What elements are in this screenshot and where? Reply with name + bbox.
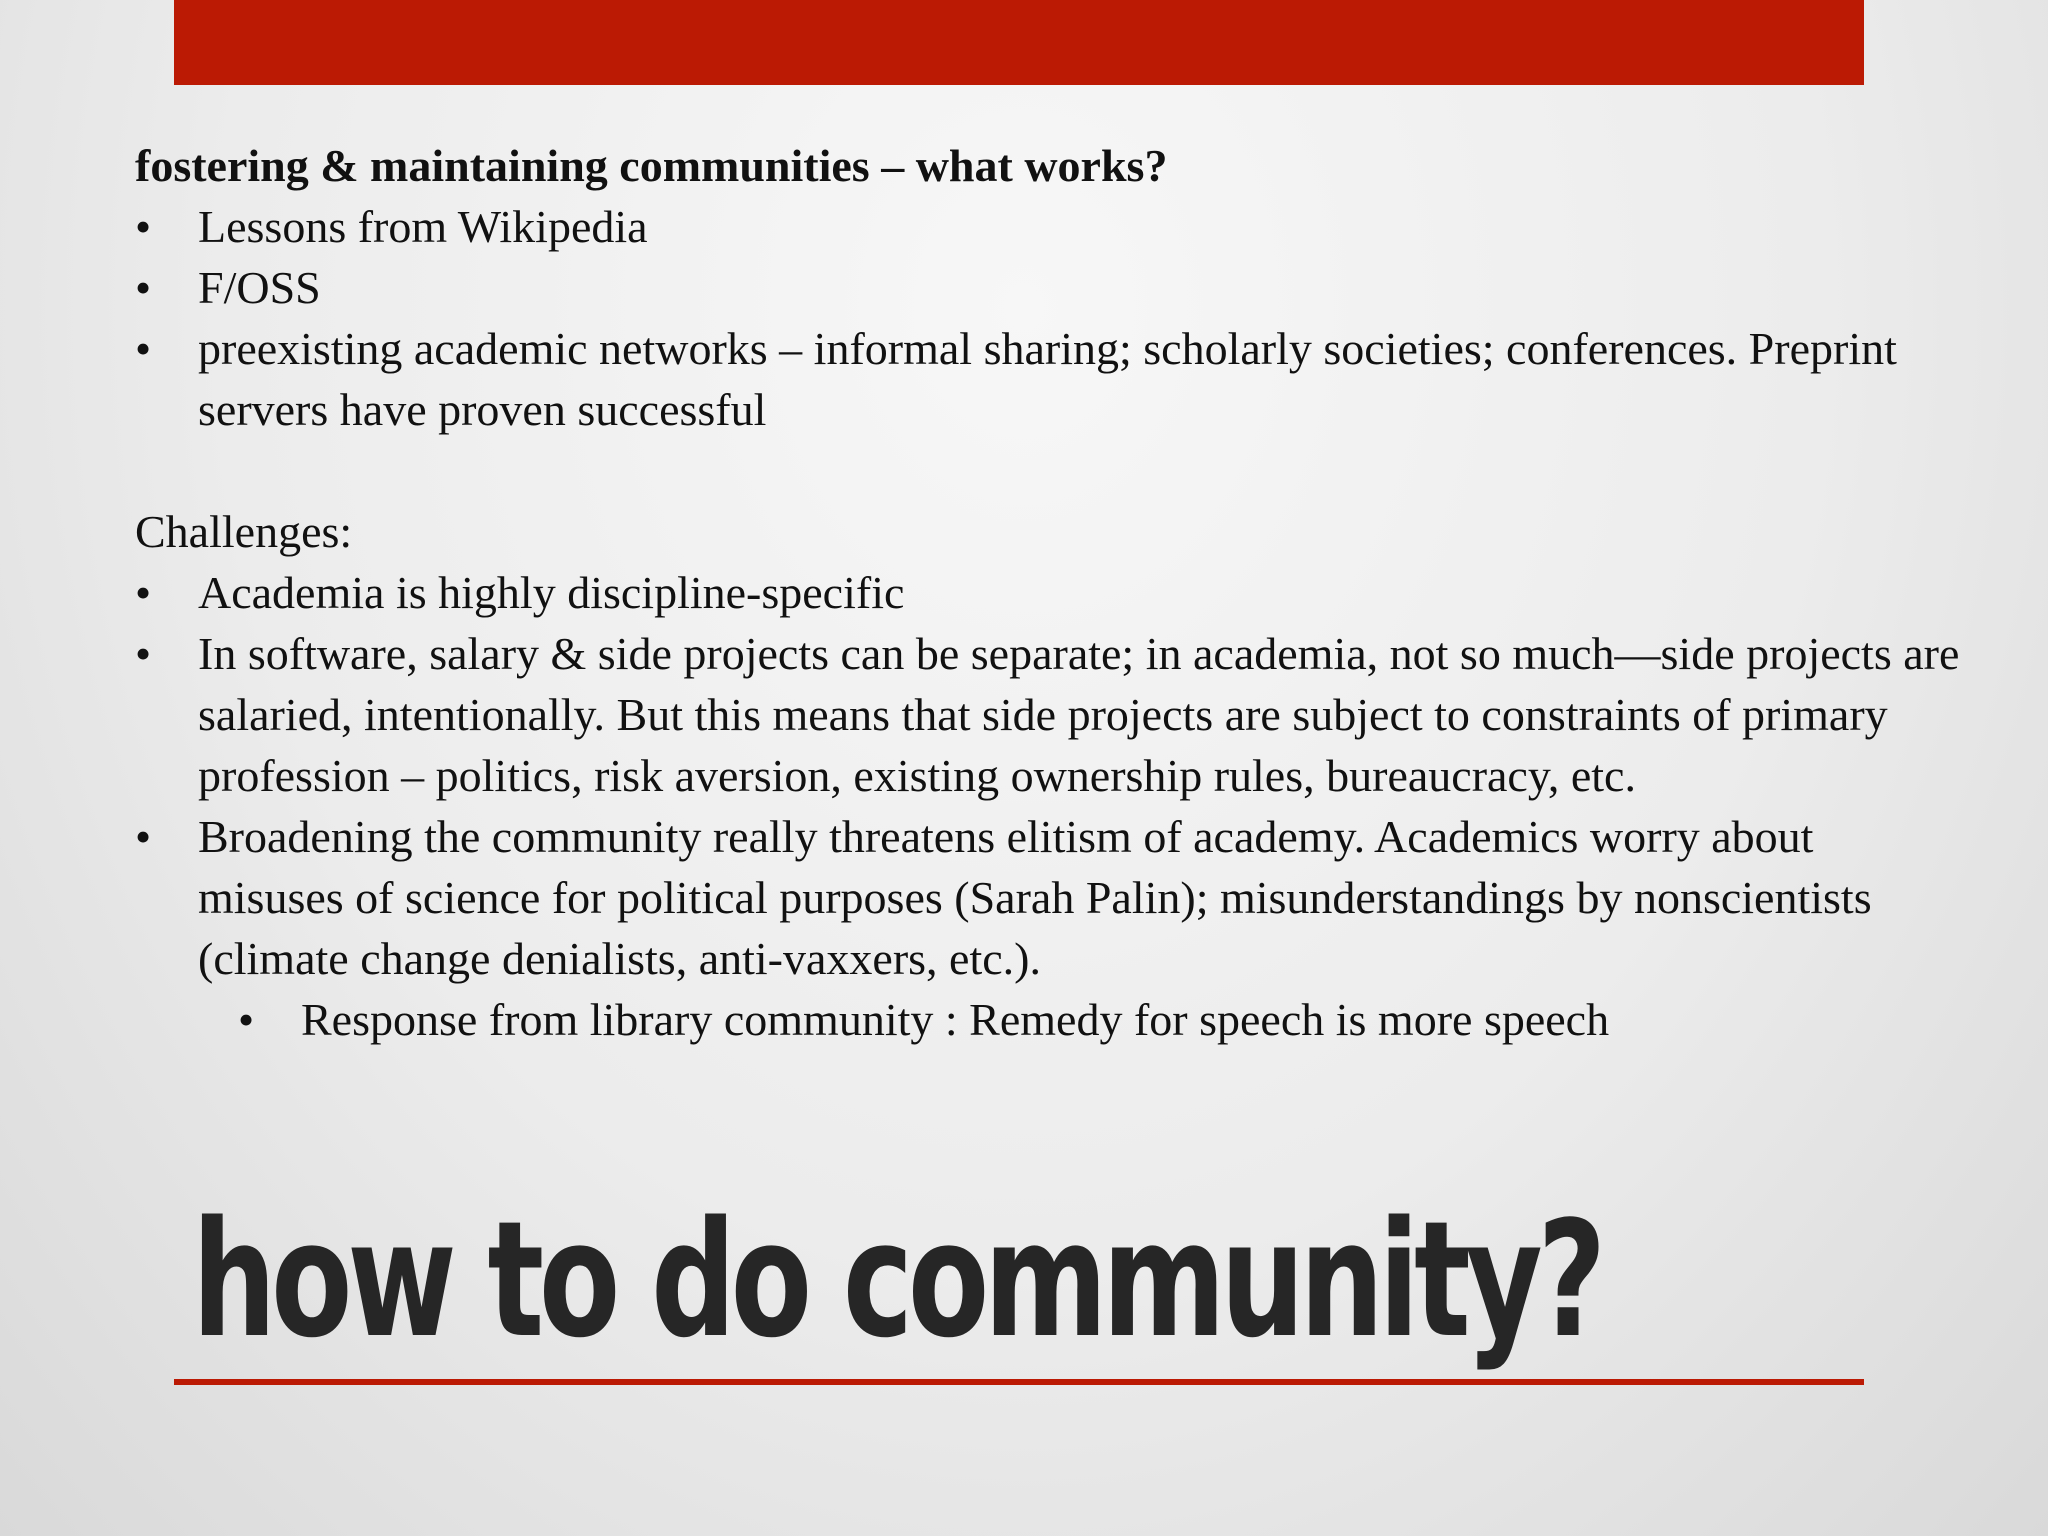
- list-item: • F/OSS: [135, 257, 1965, 318]
- list-item: • Broadening the community really threatens elitism of academy. Academics worry about misuses of science for political purposes (Sarah Palin); misunderstandings by nonscientists (climate change denialists, anti-vaxxers, etc.).: [135, 806, 1965, 989]
- what-works-list: [135, 196, 1965, 440]
- paragraph-spacer: [135, 440, 1965, 501]
- slide-body: [135, 135, 1965, 1050]
- title-underline: [174, 1379, 1864, 1385]
- top-accent-bar: [174, 0, 1864, 85]
- sub-list-item: • Response from library community : Remedy for speech is more speech: [238, 989, 1965, 1050]
- list-item: • preexisting academic networks – informal sharing; scholarly societies; conferences. Preprint servers have proven successful: [135, 318, 1965, 440]
- list-item: • Lessons from Wikipedia: [135, 196, 1965, 257]
- list-item: • In software, salary & side projects can be separate; in academia, not so much—side projects are salaried, intentionally. But this means that side projects are subject to constraints of primary profession – politics, risk aversion, existing ownership rules, bureaucracy, etc.: [135, 623, 1965, 806]
- section-heading-challenges: Challenges:: [135, 506, 353, 557]
- list-item: • Academia is highly discipline-specific: [135, 562, 1965, 623]
- section-heading-what-works: fostering & maintaining communities – what works?: [135, 140, 1168, 191]
- challenges-list: [135, 562, 1965, 989]
- slide-title: how to do community?: [192, 1186, 1602, 1373]
- challenges-sub-list: [238, 989, 1965, 1050]
